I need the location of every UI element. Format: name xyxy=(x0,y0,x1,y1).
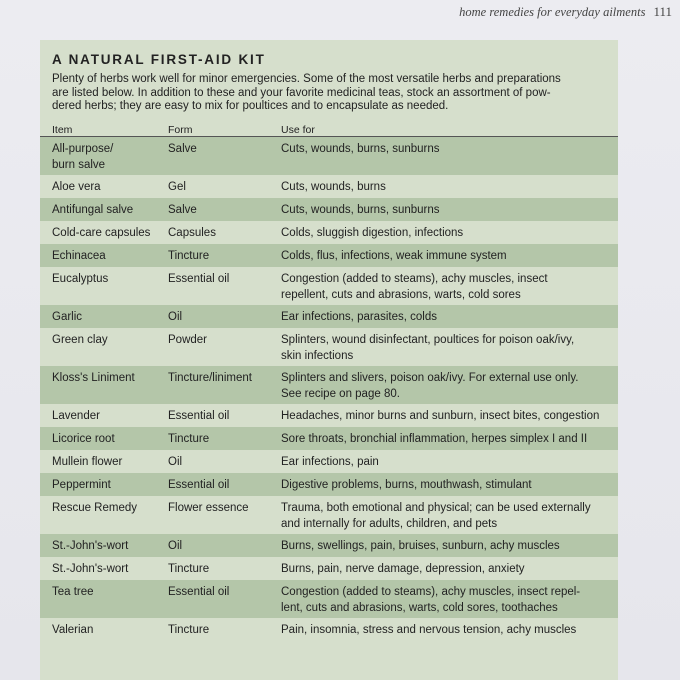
use-cell xyxy=(281,203,614,219)
use-cell xyxy=(281,562,614,578)
item-cell xyxy=(52,501,164,517)
form-cell: Tincture xyxy=(168,433,210,445)
form-cell: Essential oil xyxy=(168,586,230,598)
item-cell xyxy=(52,310,164,326)
use-cell xyxy=(281,455,614,471)
intro-line: dered herbs; they are easy to mix for poultices and to encapsulate as needed. xyxy=(52,100,449,112)
sidebar-intro xyxy=(52,73,610,114)
form-cell: Flower essence xyxy=(168,502,249,514)
form-cell: Oil xyxy=(168,311,183,323)
use-text: Congestion (added to steams), achy muscles, insect repel- xyxy=(281,586,581,598)
use-cell xyxy=(281,623,614,639)
use-text: Splinters, wound disinfectant, poultices for poison oak/ivy, xyxy=(281,334,575,346)
intro-line: Plenty of herbs work well for minor emergencies. Some of the most versatile herbs and preparations xyxy=(52,73,561,85)
use-text: See recipe on page 80. xyxy=(281,387,400,400)
sidebar-title: A NATURAL FIRST-AID KIT xyxy=(52,52,266,67)
use-text: Burns, pain, nerve damage, depression, anxiety xyxy=(281,563,525,575)
use-text: and internally for adults, children, and pets xyxy=(281,517,498,530)
header-use: Use for xyxy=(281,124,315,136)
table-row xyxy=(40,366,618,404)
running-head-title: home remedies for everyday ailments xyxy=(459,5,646,19)
table-row xyxy=(40,557,618,580)
table-row xyxy=(40,618,618,641)
item-cell xyxy=(52,409,164,425)
table-row xyxy=(40,267,618,305)
item-cell xyxy=(52,478,164,494)
use-cell xyxy=(281,585,614,616)
item-name: Rescue Remedy xyxy=(52,502,138,514)
table-row xyxy=(40,404,618,427)
form-cell: Gel xyxy=(168,181,186,193)
use-text: Colds, flus, infections, weak immune system xyxy=(281,250,507,262)
use-cell xyxy=(281,310,614,326)
table-header xyxy=(40,122,618,136)
item-cell xyxy=(52,180,164,196)
item-name: Garlic xyxy=(52,311,83,323)
item-cell xyxy=(52,272,164,288)
form-cell: Salve xyxy=(168,143,197,155)
first-aid-kit-sidebar xyxy=(40,40,618,680)
use-cell xyxy=(281,478,614,494)
table-row xyxy=(40,137,618,175)
item-cell xyxy=(52,226,164,242)
use-text: Ear infections, pain xyxy=(281,456,379,468)
item-name: Valerian xyxy=(52,624,94,636)
use-text: Splinters and slivers, poison oak/ivy. For external use only. xyxy=(281,372,579,384)
use-cell xyxy=(281,142,614,158)
item-cell xyxy=(52,623,164,639)
use-cell xyxy=(281,432,614,448)
item-name: All-purpose/ xyxy=(52,143,114,155)
table-row xyxy=(40,175,618,198)
item-name: St.-John's-wort xyxy=(52,540,129,552)
form-cell: Tincture xyxy=(168,624,210,636)
page-number: 111 xyxy=(653,4,672,19)
form-cell: Powder xyxy=(168,334,207,346)
form-cell: Tincture xyxy=(168,563,210,575)
table-row xyxy=(40,328,618,366)
table-row xyxy=(40,244,618,267)
running-head xyxy=(459,4,672,20)
item-name: burn salve xyxy=(52,158,106,171)
use-text: Trauma, both emotional and physical; can be used externally xyxy=(281,502,591,514)
use-text: Congestion (added to steams), achy muscles, insect xyxy=(281,273,548,285)
use-cell xyxy=(281,272,614,303)
use-text: Sore throats, bronchial inflammation, herpes simplex I and II xyxy=(281,433,588,445)
item-cell xyxy=(52,371,164,387)
item-name: Green clay xyxy=(52,334,108,346)
header-form: Form xyxy=(168,124,193,136)
use-cell xyxy=(281,371,614,402)
item-name: Tea tree xyxy=(52,586,94,598)
use-cell xyxy=(281,180,614,196)
table-row xyxy=(40,580,618,618)
item-name: Licorice root xyxy=(52,433,115,445)
table-row xyxy=(40,427,618,450)
item-cell xyxy=(52,455,164,471)
table-row xyxy=(40,473,618,496)
item-name: Aloe vera xyxy=(52,181,101,193)
form-cell: Oil xyxy=(168,540,183,552)
item-cell xyxy=(52,203,164,219)
item-name: Antifungal salve xyxy=(52,204,134,216)
item-name: Cold-care capsules xyxy=(52,227,151,239)
item-cell xyxy=(52,539,164,555)
use-text: lent, cuts and abrasions, warts, cold sores, toothaches xyxy=(281,601,558,614)
use-cell xyxy=(281,226,614,242)
item-name: Lavender xyxy=(52,410,100,422)
form-cell: Tincture/liniment xyxy=(168,372,252,384)
item-cell xyxy=(52,333,164,349)
use-cell xyxy=(281,539,614,555)
table-row xyxy=(40,305,618,328)
use-text: Colds, sluggish digestion, infections xyxy=(281,227,464,239)
item-cell xyxy=(52,585,164,601)
item-name: Echinacea xyxy=(52,250,106,262)
form-cell: Tincture xyxy=(168,250,210,262)
item-name: Kloss's Liniment xyxy=(52,372,135,384)
item-cell xyxy=(52,142,164,173)
use-text: Headaches, minor burns and sunburn, insect bites, congestion xyxy=(281,410,600,422)
form-cell: Essential oil xyxy=(168,410,230,422)
item-cell xyxy=(52,562,164,578)
use-text: Cuts, wounds, burns, sunburns xyxy=(281,204,440,216)
item-name: St.-John's-wort xyxy=(52,563,129,575)
use-text: Cuts, wounds, burns, sunburns xyxy=(281,143,440,155)
form-cell: Capsules xyxy=(168,227,216,239)
table-row xyxy=(40,198,618,221)
use-cell xyxy=(281,249,614,265)
item-cell xyxy=(52,249,164,265)
use-text: Pain, insomnia, stress and nervous tension, achy muscles xyxy=(281,624,577,636)
header-item: Item xyxy=(52,124,73,136)
item-name: Peppermint xyxy=(52,479,111,491)
form-cell: Oil xyxy=(168,456,183,468)
item-name: Mullein flower xyxy=(52,456,123,468)
use-text: Ear infections, parasites, colds xyxy=(281,311,437,323)
use-text: Cuts, wounds, burns xyxy=(281,181,386,193)
use-text: skin infections xyxy=(281,349,354,362)
use-text: Digestive problems, burns, mouthwash, stimulant xyxy=(281,479,532,491)
use-cell xyxy=(281,501,614,532)
form-cell: Essential oil xyxy=(168,479,230,491)
use-text: repellent, cuts and abrasions, warts, cold sores xyxy=(281,288,521,301)
table-row xyxy=(40,534,618,557)
form-cell: Essential oil xyxy=(168,273,230,285)
intro-line: are listed below. In addition to these and your favorite medicinal teas, stock an assortment of pow- xyxy=(52,86,551,99)
item-name: Eucalyptus xyxy=(52,273,109,285)
use-text: Burns, swellings, pain, bruises, sunburn, achy muscles xyxy=(281,540,560,552)
table-row xyxy=(40,496,618,534)
form-cell: Salve xyxy=(168,204,197,216)
use-cell xyxy=(281,409,614,425)
use-cell xyxy=(281,333,614,364)
item-cell xyxy=(52,432,164,448)
table-row xyxy=(40,221,618,244)
table-row xyxy=(40,450,618,473)
